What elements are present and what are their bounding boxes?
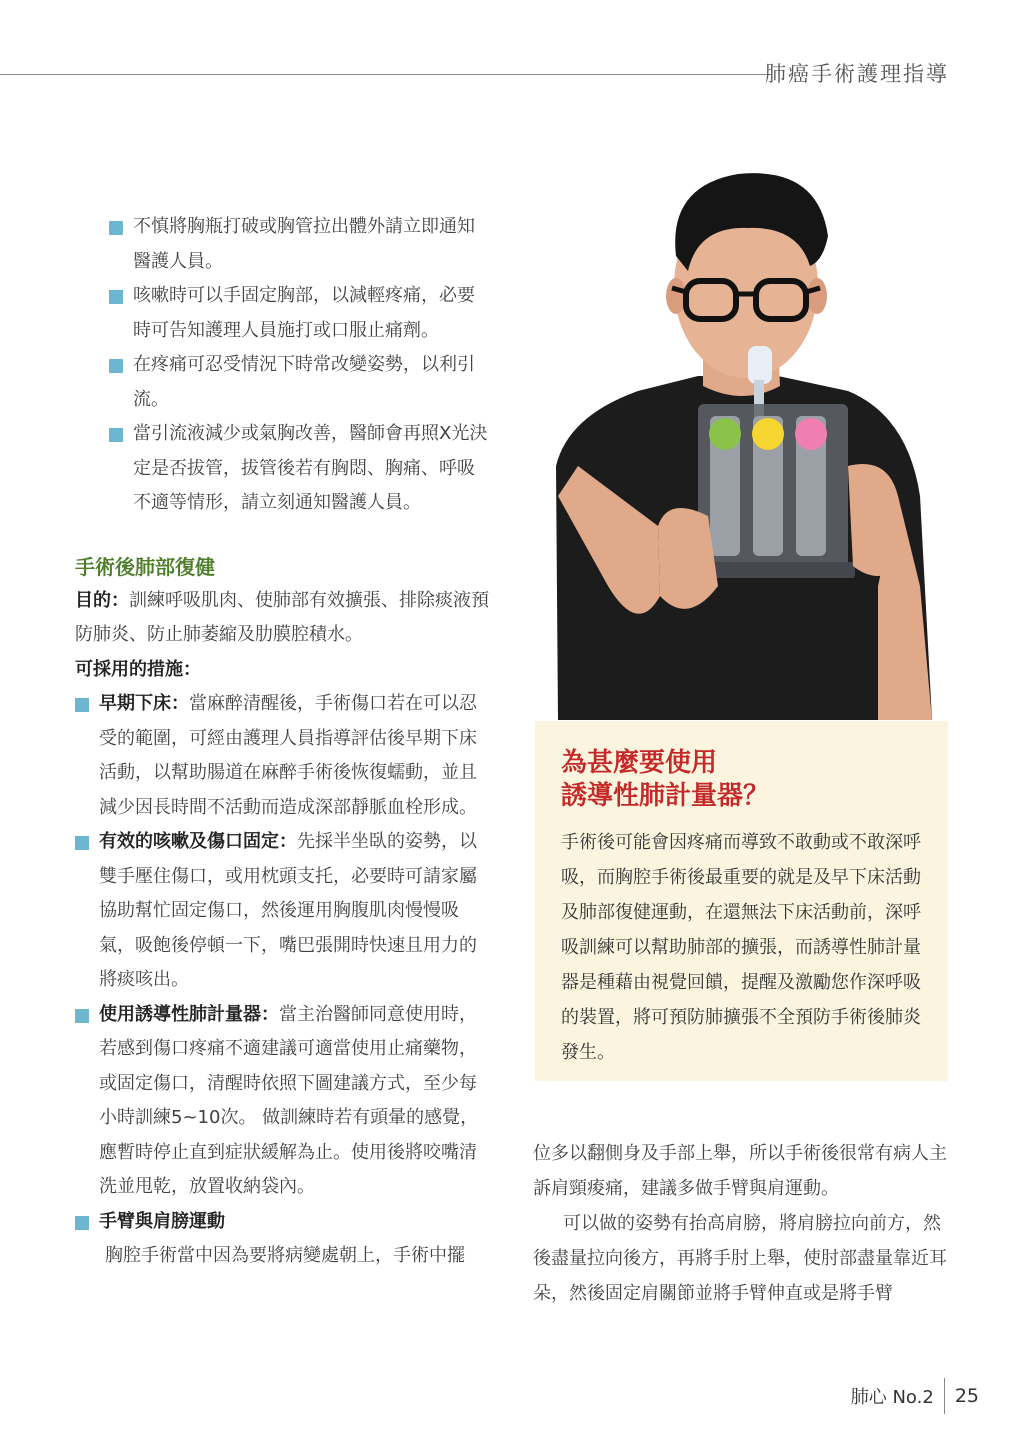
page-number: 25	[954, 1385, 979, 1407]
list-item: 手臂與肩膀運動	[75, 1205, 490, 1240]
list-item: 當引流液減少或氣胸改善，醫師會再照X光決定是否拔管，拔管後若有胸悶、胸痛、呼吸不適等情形，請立刻通知醫護人員。	[109, 417, 490, 521]
info-box-body: 手術後可能會因疼痛而導致不敢動或不敢深呼吸，而胸腔手術後最重要的就是及早下床活動及肺部復健運動，在還無法下床活動前，深呼吸訓練可以幫助肺部的擴張，而誘導性肺計量器是種藉由視覺回饋，提醒及激勵您作深呼吸的裝置，將可預防肺擴張不全預防手術後肺炎發生。	[561, 832, 921, 1063]
info-box	[535, 721, 948, 1081]
list-item: 使用誘導性肺計量器：當主治醫師同意使用時，若感到傷口疼痛不適建議可適當使用止痛藥物，或固定傷口，清醒時依照下圖建議方式，至少每小時訓練5~10次。 做訓練時若有頭暈的感覺，應暫時停止直到症狀緩解為止。使用後將咬嘴清洗並甩乾，放置收納袋內。	[75, 998, 490, 1205]
purpose-text: 訓練呼吸肌肉、使肺部有效擴張、排除痰液預防肺炎、防止肺萎縮及肋膜腔積水。	[75, 589, 489, 645]
right-paragraph-1: 位多以翻側身及手部上舉，所以手術後很常有病人主訴肩頸痠痛，建議多做手臂與肩運動。	[533, 1143, 947, 1199]
list-item: 在疼痛可忍受情況下時常改變姿勢，以利引流。	[109, 348, 490, 417]
bullet-square-icon	[109, 290, 123, 304]
right-paragraph-2: 可以做的姿勢有抬高肩膀，將肩膀拉向前方，然後盡量拉向後方，再將手肘上舉，使肘部盡量靠近耳朵，然後固定肩關節並將手臂伸直或是將手臂	[533, 1213, 947, 1304]
info-box-title: 為甚麼要使用 誘導性肺計量器？	[561, 748, 770, 811]
left-column	[75, 210, 490, 1274]
bullet-square-icon	[109, 221, 123, 235]
list-item: 不慎將胸瓶打破或胸管拉出體外請立即通知醫護人員。	[109, 210, 490, 279]
purpose-label: 目的：	[75, 589, 129, 611]
bullet-square-icon	[75, 698, 89, 712]
list-item: 咳嗽時可以手固定胸部，以減輕疼痛，必要時可告知護理人員施打或口服止痛劑。	[109, 279, 490, 348]
purpose-paragraph	[75, 584, 490, 653]
list-item: 有效的咳嗽及傷口固定：先採半坐臥的姿勢，以雙手壓住傷口，或用枕頭支托，必要時可請家屬協助幫忙固定傷口，然後運用胸腹肌肉慢慢吸氣，吸飽後停頓一下，嘴巴張開時快速且用力的將痰咳出。	[75, 825, 490, 998]
arm-paragraph: 胸腔手術當中因為要將病變處朝上，手術中擺	[105, 1245, 465, 1266]
spirometer-photo	[548, 166, 932, 720]
header-rule	[0, 74, 770, 75]
bullet-square-icon	[109, 428, 123, 442]
bullet-square-icon	[109, 359, 123, 373]
right-column	[533, 1136, 948, 1311]
magazine-name: 肺心 No.2	[850, 1387, 934, 1408]
section-title: 手術後肺部復健	[75, 554, 215, 579]
bullet-square-icon	[75, 1009, 89, 1023]
person-with-spirometer-illustration	[548, 166, 932, 720]
measures-label: 可採用的措施：	[75, 658, 201, 680]
footer	[851, 1378, 979, 1414]
bullet-square-icon	[75, 1216, 89, 1230]
footer-divider	[944, 1378, 945, 1414]
bullet-square-icon	[75, 836, 89, 850]
list-item: 早期下床：當麻醉清醒後，手術傷口若在可以忍受的範圍，可經由護理人員指導評估後早期下床活動，以幫助腸道在麻醉手術後恢復蠕動，並且減少因長時間不活動而造成深部靜脈血栓形成。	[75, 687, 490, 825]
header-title: 肺癌手術護理指導	[765, 62, 949, 86]
